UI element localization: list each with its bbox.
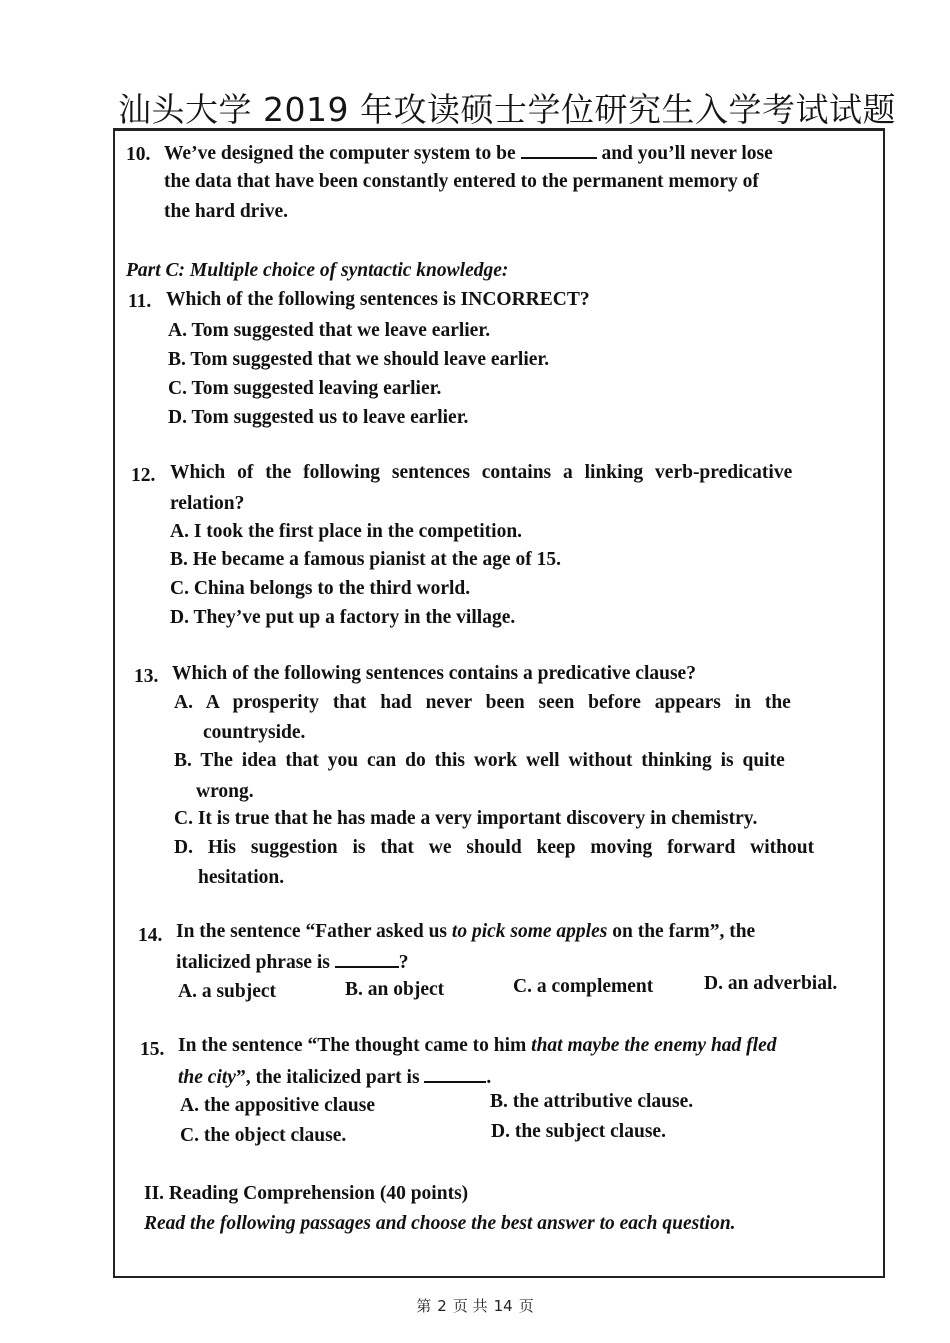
q10-line2: the data that have been constantly entered to the permanent memory of [164,171,759,192]
section-instruction: Read the following passages and choose the best answer to each question. [144,1213,736,1234]
q12-stem-line1: Which of the following sentences contains a linking verb-predicative [170,462,793,483]
q13-option-b-line1: B. The idea that you can do this work well without thinking is quite [174,750,785,771]
section-heading: II. Reading Comprehension (40 points) [144,1183,469,1204]
answer-blank [335,952,399,968]
answer-blank [521,143,597,159]
page-total: 14 [493,1297,513,1315]
italic-part: that maybe the enemy had fled [531,1035,777,1056]
q13-number: 13. [134,666,159,687]
italic-part: the city [178,1067,236,1088]
part-c-heading: Part C: Multiple choice of syntactic knowledge: [126,260,509,281]
q10-line3: the hard drive. [164,201,289,222]
q10-line1: We’ve designed the computer system to be and you’ll never lose [164,143,773,164]
q13-option-a-line1: A. A prosperity that had never been seen before appears in the [174,692,791,713]
q11-number: 11. [128,291,152,312]
q11-option-a: A. Tom suggested that we leave earlier. [168,320,491,341]
q14-option-a: A. a subject [178,981,277,1002]
q14-stem-line1: In the sentence “Father asked us to pick some apples on the farm”, the [176,921,756,942]
q12-option-a: A. I took the first place in the competition. [170,521,523,542]
q13-option-d-line1: D. His suggestion is that we should keep moving forward without [174,837,815,858]
page-number: 2 [437,1297,447,1315]
q13-stem: Which of the following sentences contains a predicative clause? [172,663,696,684]
italic-phrase: to pick some apples [451,921,608,942]
q14-option-d: D. an adverbial. [704,973,838,994]
q11-option-d: D. Tom suggested us to leave earlier. [168,407,469,428]
q11-option-b: B. Tom suggested that we should leave earlier. [168,349,550,370]
q13-option-b-line2: wrong. [196,781,254,802]
q14-option-c: C. a complement [513,976,654,997]
q15-option-c: C. the object clause. [180,1125,347,1146]
q15-stem-line2: the city”, the italicized part is . [178,1067,492,1088]
q12-number: 12. [131,465,156,486]
q15-number: 15. [140,1039,165,1060]
q14-number: 14. [138,925,163,946]
q11-stem: Which of the following sentences is INCORRECT? [166,289,590,310]
q15-stem-line1: In the sentence “The thought came to him that maybe the enemy had fled [178,1035,777,1056]
q12-option-c: C. China belongs to the third world. [170,578,471,599]
q13-option-c: C. It is true that he has made a very important discovery in chemistry. [174,808,758,829]
exam-title: 汕头大学 2019 年攻读硕士学位研究生入学考试试题 [118,90,896,129]
q12-stem-line2: relation? [170,493,245,514]
answer-blank [424,1067,486,1083]
page-footer: 第 2 页 共 14 页 [416,1297,534,1315]
q12-option-b: B. He became a famous pianist at the age of 15. [170,549,562,570]
q13-option-d-line2: hesitation. [198,867,285,888]
q10-number: 10. [126,144,151,165]
q11-option-c: C. Tom suggested leaving earlier. [168,378,442,399]
q14-option-b: B. an object [345,979,445,1000]
q13-option-a-line2: countryside. [203,722,306,743]
q12-option-d: D. They’ve put up a factory in the village. [170,607,516,628]
q14-stem-line2: italicized phrase is ? [176,952,409,973]
q15-option-d: D. the subject clause. [491,1121,666,1142]
q15-option-b: B. the attributive clause. [490,1091,694,1112]
q15-option-a: A. the appositive clause [180,1095,375,1116]
